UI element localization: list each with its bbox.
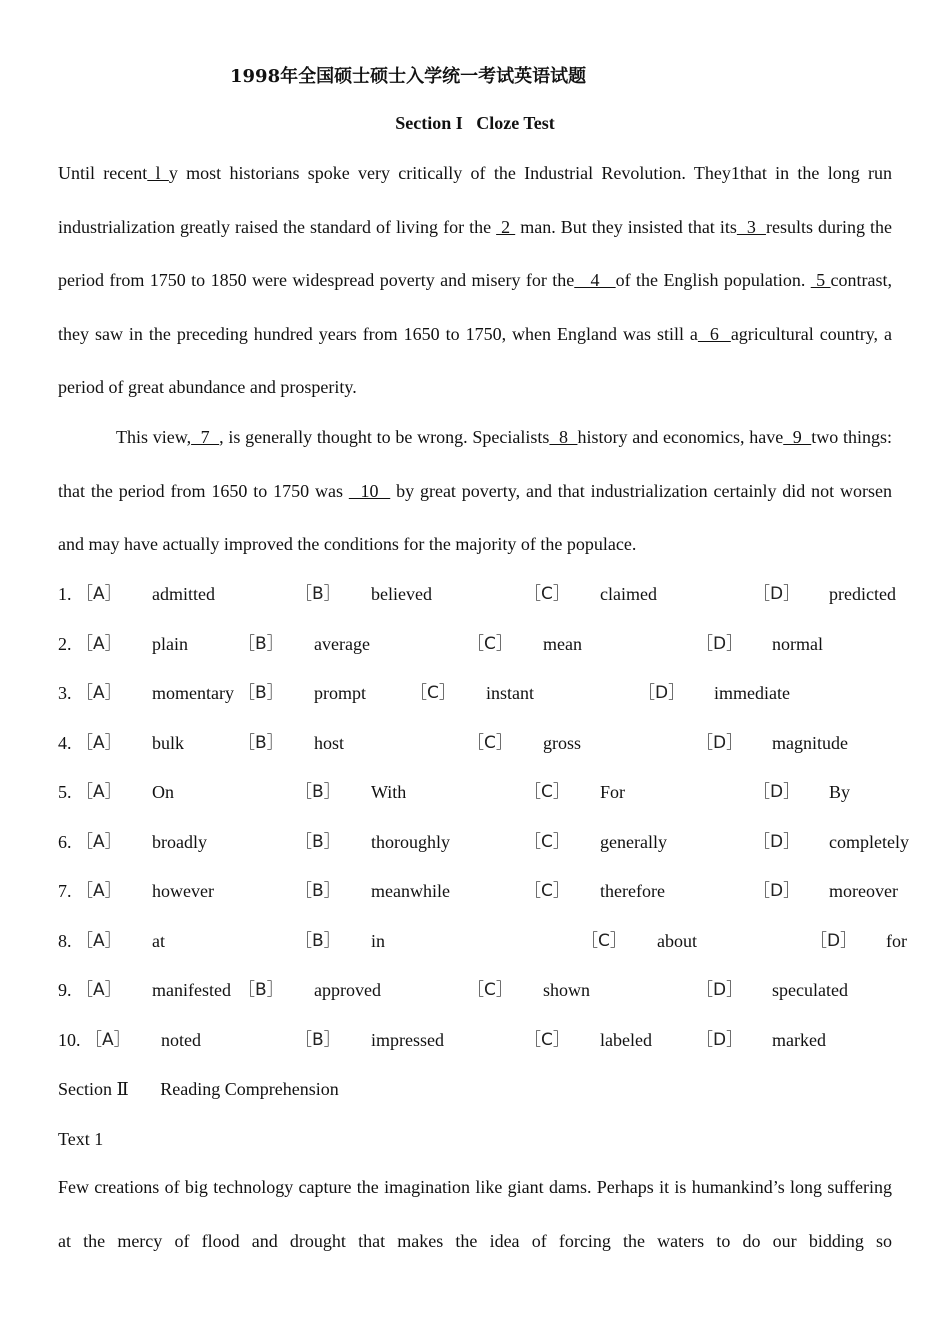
option-text: believed xyxy=(371,584,432,604)
option-text: On xyxy=(152,782,174,802)
option-letter: ［B］ xyxy=(295,931,341,951)
option-letter: ［C］ xyxy=(524,782,570,802)
option-letter: ［D］ xyxy=(696,1030,744,1050)
option-text: For xyxy=(600,782,626,802)
blank-9: 9 xyxy=(783,427,812,447)
blank-7: 7 xyxy=(191,427,220,447)
cloze-passage-paragraph-1 xyxy=(58,147,892,415)
option-letter: ［D］ xyxy=(696,733,744,753)
option-letter: ［B］ xyxy=(238,634,284,654)
option-text: normal xyxy=(772,634,823,654)
option-letter: ［B］ xyxy=(295,832,341,852)
passage-text: agricultural country, a period of great abundance and prosperity. xyxy=(58,323,893,398)
option-text: average xyxy=(314,634,370,654)
option-letter: ［A］ xyxy=(76,683,122,703)
option-text: for xyxy=(886,931,907,951)
blank-8: 8 xyxy=(549,427,578,447)
option-text: thoroughly xyxy=(371,832,450,852)
question-number: 4. xyxy=(58,733,72,753)
option-letter: ［C］ xyxy=(524,584,570,604)
question-row xyxy=(58,679,898,707)
question-row xyxy=(58,729,898,757)
option-text: marked xyxy=(772,1030,826,1050)
question-number: 1. xyxy=(58,584,72,604)
blank-3: 3 xyxy=(736,216,766,237)
option-letter: ［D］ xyxy=(696,980,744,1000)
section-2-title: Section Ⅱ Reading Comprehension xyxy=(58,1079,339,1099)
option-text: therefore xyxy=(600,881,665,901)
option-text: approved xyxy=(314,980,381,1000)
option-text: shown xyxy=(543,980,591,1000)
option-letter: ［D］ xyxy=(753,782,801,802)
option-letter: ［A］ xyxy=(76,584,122,604)
question-row xyxy=(58,976,898,1004)
option-letter: ［C］ xyxy=(467,634,513,654)
option-text: labeled xyxy=(600,1030,652,1050)
question-number: 2. xyxy=(58,634,72,654)
option-letter: ［A］ xyxy=(76,931,122,951)
question-row xyxy=(58,630,898,658)
blank-6: 6 xyxy=(697,323,731,344)
option-text: momentary xyxy=(152,683,234,703)
question-number: 7. xyxy=(58,881,72,901)
option-letter: ［C］ xyxy=(467,980,513,1000)
option-text: admitted xyxy=(152,584,215,604)
option-letter: ［D］ xyxy=(638,683,686,703)
passage-text: of the English population. xyxy=(615,270,811,291)
option-letter: ［A］ xyxy=(76,782,122,802)
option-text: at xyxy=(152,931,165,951)
option-letter: ［C］ xyxy=(524,832,570,852)
option-letter: ［D］ xyxy=(753,584,801,604)
option-text: completely xyxy=(829,832,909,852)
option-text: mean xyxy=(543,634,582,654)
option-text: bulk xyxy=(152,733,185,753)
option-text: speculated xyxy=(772,980,848,1000)
option-letter: ［C］ xyxy=(581,931,627,951)
question-row xyxy=(58,877,898,905)
option-text: meanwhile xyxy=(371,881,450,901)
option-text: plain xyxy=(152,634,188,654)
option-text: broadly xyxy=(152,832,207,852)
option-letter: ［A］ xyxy=(76,733,122,753)
option-letter: ［C］ xyxy=(524,881,570,901)
option-letter: ［B］ xyxy=(295,782,341,802)
option-text: instant xyxy=(486,683,534,703)
option-text: immediate xyxy=(714,683,790,703)
question-number: 9. xyxy=(58,980,72,1000)
option-letter: ［B］ xyxy=(295,584,341,604)
option-text: in xyxy=(371,931,386,951)
option-letter: ［A］ xyxy=(76,881,122,901)
option-letter: ［B］ xyxy=(238,733,284,753)
option-letter: ［C］ xyxy=(410,683,456,703)
passage-text: results during the period from 1750 to 1850 were widespread poverty and misery for the xyxy=(58,216,893,291)
option-text: generally xyxy=(600,832,667,852)
option-text: With xyxy=(371,782,407,802)
passage-text: This view, xyxy=(116,427,192,447)
option-letter: ［B］ xyxy=(295,881,341,901)
option-letter: ［A］ xyxy=(76,634,122,654)
document-title: 1998年全国硕士硕士入学统一考试英语试题 xyxy=(230,66,587,87)
option-text: By xyxy=(829,782,851,802)
option-text: predicted xyxy=(829,584,896,604)
question-row xyxy=(58,778,898,806)
question-number: 5. xyxy=(58,782,72,802)
question-number: 3. xyxy=(58,683,72,703)
question-number: 8. xyxy=(58,931,72,951)
blank-4: 4 xyxy=(574,270,616,291)
question-number: 6. xyxy=(58,832,72,852)
option-text: however xyxy=(152,881,214,901)
blank-1: l xyxy=(147,163,169,183)
option-text: about xyxy=(657,931,697,951)
text-1-label: Text 1 xyxy=(58,1129,104,1149)
passage-text: history and economics, have xyxy=(577,427,784,447)
option-letter: ［B］ xyxy=(238,980,284,1000)
option-letter: ［A］ xyxy=(76,980,122,1000)
text-1-paragraph: Few creations of big technology capture the imagination like giant dams. Perhaps it is humankind’s long suffering at the mercy of flood and drought that makes the idea of forcing the waters to do our bidding so xyxy=(58,1177,892,1251)
blank-5: 5 xyxy=(810,270,831,291)
option-letter: ［B］ xyxy=(238,683,284,703)
blank-10: 10 xyxy=(348,480,391,501)
passage-text: y most historians spoke very critically of the Industrial Revolution. They1that in the long run industrialization greatly raised the standard of living for the xyxy=(58,163,892,237)
option-letter: ［A］ xyxy=(85,1030,131,1050)
option-text: host xyxy=(314,733,345,753)
option-letter: ［D］ xyxy=(696,634,744,654)
question-row xyxy=(58,580,898,608)
option-letter: ［C］ xyxy=(467,733,513,753)
passage-text: , is generally thought to be wrong. Specialists xyxy=(219,427,550,447)
option-letter: ［D］ xyxy=(810,931,858,951)
question-row xyxy=(58,927,907,955)
option-text: prompt xyxy=(314,683,366,703)
option-text: gross xyxy=(543,733,582,753)
option-text: moreover xyxy=(829,881,898,901)
question-row xyxy=(58,1026,898,1054)
passage-text: by great poverty, and that industrialization certainly did not worsen and may have actually improved the conditions for the majority of the populace. xyxy=(58,480,893,555)
passage-text: Until recent xyxy=(58,163,148,183)
option-text: noted xyxy=(161,1030,201,1050)
option-text: impressed xyxy=(371,1030,444,1050)
option-letter: ［D］ xyxy=(753,832,801,852)
option-text: magnitude xyxy=(772,733,848,753)
section-1-title: Section I Cloze Test xyxy=(395,113,555,133)
option-letter: ［C］ xyxy=(524,1030,570,1050)
option-text: manifested xyxy=(152,980,231,1000)
option-letter: ［D］ xyxy=(753,881,801,901)
blank-2: 2 xyxy=(496,216,516,237)
passage-text: two things: that the period from 1650 to 1750 was xyxy=(58,427,893,501)
passage-text: contrast, they saw in the preceding hundred years from 1650 to 1750, when England was still a xyxy=(58,270,893,344)
cloze-passage-paragraph-2 xyxy=(58,411,892,572)
question-number: 10. xyxy=(58,1030,81,1050)
question-row xyxy=(58,828,909,856)
option-text: claimed xyxy=(600,584,657,604)
passage-text: man. But they insisted that its xyxy=(515,216,737,237)
option-letter: ［A］ xyxy=(76,832,122,852)
option-letter: ［B］ xyxy=(295,1030,341,1050)
